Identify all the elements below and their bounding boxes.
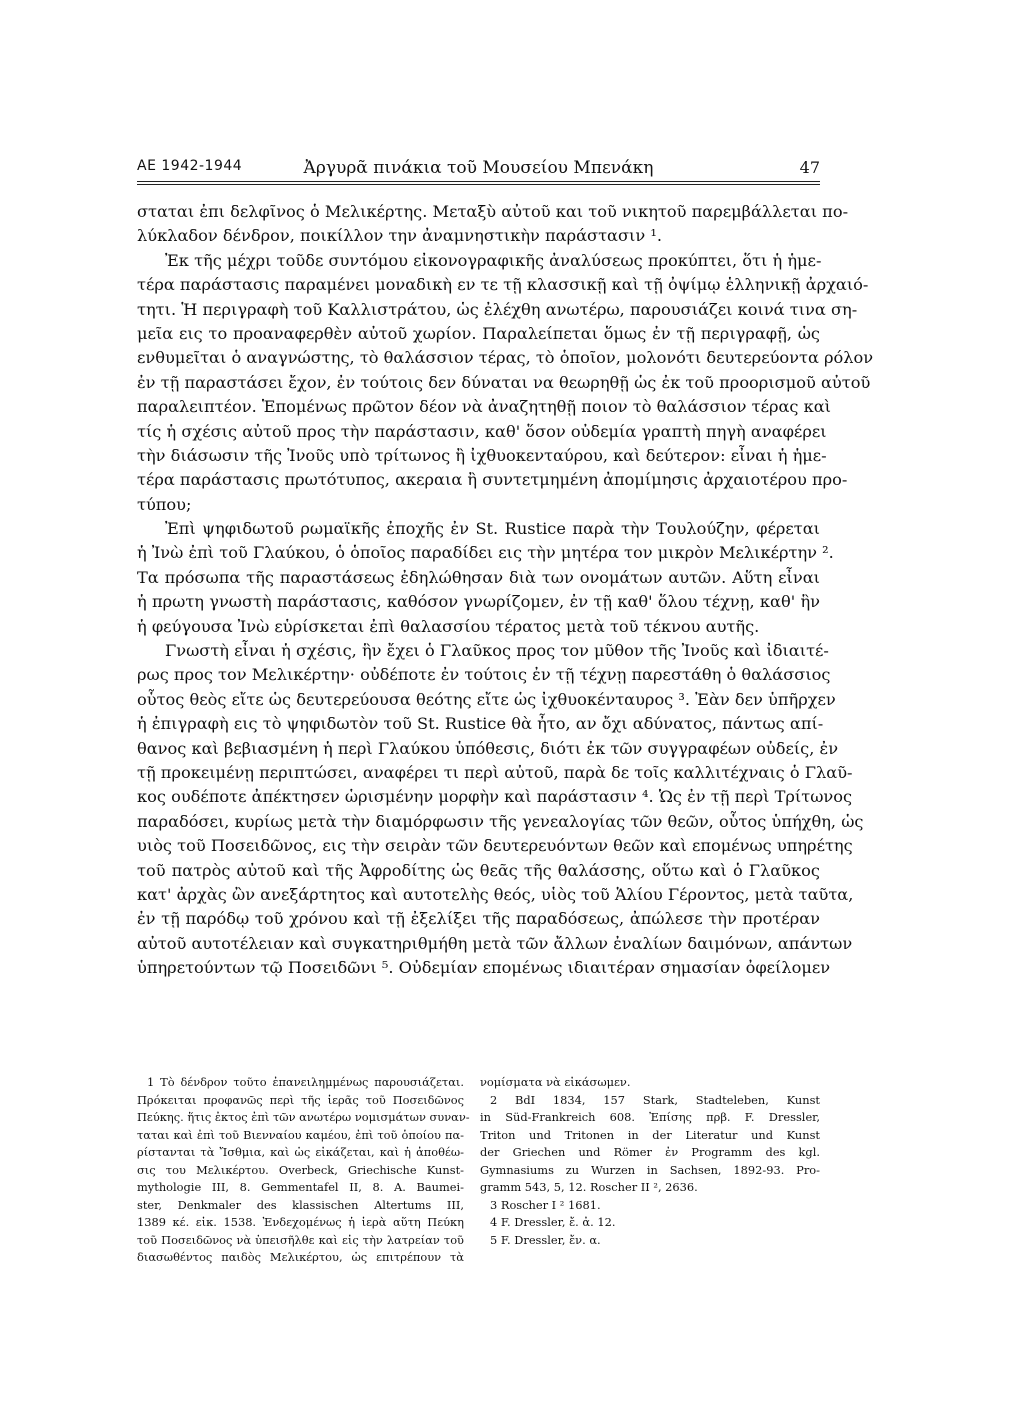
text-line: τίς ἡ σχέσις αὐτοῦ προς τὴν παράστασιν, καθ' ὅσον οὐδεμία γραπτὴ πηγὴ αναφέρει bbox=[137, 421, 827, 441]
text-line: ἐν τῇ παρόδῳ τοῦ χρόνου καὶ τῇ ἐξελίξει τῆς παραδόσεως, ἀπώλεσε τὴν προτέραν bbox=[137, 909, 820, 929]
text-line: θανος καὶ βεβιασμένη ἡ περὶ Γλαύκου ὑπόθεσις, διότι ἐκ τῶν συγγραφέων οὐδείς, ἐν bbox=[137, 738, 839, 758]
footnote-line: Πεύκης. ἥτις ἐκτος ἐπὶ τῶν ανωτέρω νομισμάτων συναν- bbox=[137, 1110, 470, 1124]
text-line: κος ουδέποτε ἀπέκτησεν ὡρισμένην μορφὴν καὶ παράστασιν ⁴. Ὡς ἐν τῇ περὶ Τρίτωνος bbox=[137, 787, 853, 807]
text-line: κατ' ἀρχὰς ὢν ανεξάρτητος καὶ αυτοτελὴς θεός, υἱὸς τοῦ Ἁλίου Γέροντος, μετὰ ταῦτα, bbox=[137, 884, 854, 904]
text-line: ὑπηρετούντων τῷ Ποσειδῶνι ⁵. Οὐδεμίαν επομένως ιδιαιτέραν σημασίαν ὀφείλομεν bbox=[137, 958, 831, 978]
footnote-line: νομίσματα νὰ εἰκάσωμεν. bbox=[480, 1075, 631, 1089]
footnotes-left-column bbox=[137, 1074, 470, 1267]
text-line: τύπου; bbox=[137, 494, 192, 514]
text-line: ἡ Ἰνὼ ἐπὶ τοῦ Γλαύκου, ὁ ὁποῖος παραδίδει εις τὴν μητέρα τον μικρὸν Μελικέρτην ². bbox=[137, 543, 834, 563]
footnote-line: 5 F. Dressler, ἔν. α. bbox=[490, 1232, 601, 1247]
body-text bbox=[137, 200, 874, 981]
running-header bbox=[137, 158, 820, 180]
text-line: τέρα παράστασις παραμένει μοναδικὴ εν τε τῇ κλασσικῇ καὶ τῇ ὀψίμῳ ἑλληνικῇ ἀρχαιό- bbox=[137, 275, 869, 295]
text-line: ενθυμεῖται ὁ αναγνώστης, τὸ θαλάσσιον τέρας, τὸ ὁποῖον, μολονότι δευτερεύοντα ρόλον bbox=[137, 348, 874, 368]
footnote-line: Triton und Tritonen in der Literatur und Kunst bbox=[480, 1127, 820, 1142]
text-line: λύκλαδον δένδρον, ποικίλλον την ἀναμνηστικὴν παράστασιν ¹. bbox=[137, 226, 662, 246]
journal-reference: ΑΕ 1942-1944 bbox=[137, 158, 243, 174]
text-line: σταται ἐπι δελφῖνος ὁ Μελικέρτης. Μεταξὺ αὐτοῦ και τοῦ νικητοῦ παρεμβάλλεται πο- bbox=[137, 202, 849, 221]
footnote-line: 2 BdI 1834, 157 Stark, Stadteleben, Kunst bbox=[490, 1092, 820, 1107]
text-line: τοῦ πατρὸς αὐτοῦ καὶ τῆς Ἀφροδίτης ὡς θεᾶς τῆς θαλάσσης, οὕτω καὶ ὁ Γλαῦκος bbox=[137, 860, 820, 880]
text-line: ἡ ἐπιγραφὴ εις τὸ ψηφιδωτὸν τοῦ St. Rustice θὰ ἦτο, αν ὄχι αδύνατος, πάντως απί- bbox=[137, 714, 824, 734]
footnote-line: ταται καὶ ἐπὶ τοῦ Βιενναίου καμέου, ἐπὶ τοῦ ὁποίου πα- bbox=[137, 1127, 464, 1142]
footnote-line: gramm 543, 5, 12. Roscher II ², 2636. bbox=[480, 1180, 698, 1194]
header-rule-top bbox=[137, 181, 820, 182]
text-line: ἐν τῇ παραστάσει ἔχον, ἐν τούτοις δεν δύναται να θεωρηθῇ ὡς ἐκ τοῦ προορισμοῦ αὐτοῦ bbox=[137, 372, 871, 392]
footnote-line: τοῦ Ποσειδῶνος νὰ ὑπεισῆλθε καὶ εἰς τὴν λατρείαν τοῦ bbox=[137, 1232, 464, 1247]
footnote-line: 1 Τὸ δένδρον τοῦτο ἐπανειλημμένως παρουσιάζεται. bbox=[147, 1075, 464, 1089]
text-line: τὴν διάσωσιν τῆς Ἰνοῦς υπὸ τρίτωνος ἢ ἰχθυοκενταύρου, καὶ δεύτερον: εἶναι ἡ ἡμε- bbox=[137, 445, 827, 465]
footnote-line: ρίστανται τὰ Ἴσθμια, καὶ ὡς εἰκάζεται, καὶ ἡ ἀποθέω- bbox=[137, 1145, 464, 1159]
text-line: τητι. Ἡ περιγραφὴ τοῦ Καλλιστράτου, ὡς ἐλέχθη ανωτέρω, παρουσιάζει κοινά τινα ση- bbox=[137, 299, 858, 319]
text-line: τῇ προκειμένῃ περιπτώσει, αναφέρει τι περὶ αὐτοῦ, παρὰ δε τοῖς καλλιτέχναις ὁ Γλαῦ- bbox=[137, 762, 853, 782]
text-line: τέρα παράστασις πρωτότυπος, ακεραια ἢ συντετμημένη ἀπομίμησις ἀρχαιοτέρου προ- bbox=[137, 470, 848, 490]
footnote-line: σις του Μελικέρτου. Overbeck, Griechische Kunst- bbox=[137, 1162, 464, 1177]
text-line: Γνωστὴ εἶναι ἡ σχέσις, ἣν ἔχει ὁ Γλαῦκος προς τον μῦθον τῆς Ἰνοῦς καὶ ἰδιαιτέ- bbox=[165, 641, 829, 661]
text-line: ἡ φεύγουσα Ἰνὼ εὑρίσκεται ἐπὶ θαλασσίου τέρατος μετὰ τοῦ τέκνου αυτῆς. bbox=[137, 616, 760, 636]
text-line: παραλειπτέον. Ἑπομένως πρῶτον δέον νὰ ἀναζητηθῇ ποιον τὸ θαλάσσιον τέρας καὶ bbox=[137, 397, 832, 417]
text-line: Ἐπὶ ψηφιδωτοῦ ρωμαϊκῆς ἐποχῆς ἐν St. Rustice παρὰ τὴν Τουλούζην, φέρεται bbox=[165, 519, 820, 539]
footnote-line: ster, Denkmaler des klassischen Altertums III, bbox=[137, 1197, 464, 1212]
footnotes-right-column bbox=[480, 1074, 820, 1249]
text-line: μεῖα εις το προαναφερθὲν αὐτοῦ χωρίον. Παραλείπεται ὅμως ἐν τῇ περιγραφῇ, ὡς bbox=[137, 323, 820, 343]
footnote-line: Πρόκειται προφανῶς περὶ τῆς ἱερᾶς τοῦ Ποσειδῶνος bbox=[137, 1092, 464, 1107]
header-rule-bottom bbox=[137, 184, 820, 185]
text-line: υιὸς τοῦ Ποσειδῶνος, εις τὴν σειρὰν τῶν δευτερευόντων θεῶν καὶ επομένως υπηρέτης bbox=[137, 836, 853, 856]
footnote-line: 4 F. Dressler, ἔ. ἀ. 12. bbox=[490, 1215, 616, 1229]
running-title: Ἀργυρᾶ πινάκια τοῦ Μουσείου Μπενάκη bbox=[303, 158, 654, 178]
text-line: αὐτοῦ αυτοτέλειαν καὶ συγκατηριθμήθη μετὰ τῶν ἄλλων ἐναλίων δαιμόνων, απάντων bbox=[137, 933, 853, 953]
footnote-line: 3 Roscher I ² 1681. bbox=[490, 1197, 601, 1212]
text-line: παραδόσει, κυρίως μετὰ τὴν διαμόρφωσιν τῆς γενεαλογίας τῶν θεῶν, οὗτος ὑπήχθη, ὡς bbox=[137, 811, 864, 831]
text-line: Ἐκ τῆς μέχρι τοῦδε συντόμου εἰκονογραφικῆς ἀναλύσεως προκύπτει, ὅτι ἡ ἡμε- bbox=[165, 250, 822, 270]
footnote-line: mythologie III, 8. Gemmentafel II, 8. A. Baumei- bbox=[137, 1180, 464, 1194]
text-line: ἡ πρωτη γνωστὴ παράστασις, καθόσον γνωρίζομεν, ἐν τῇ καθ' ὅλου τέχνῃ, καθ' ἣν bbox=[137, 592, 820, 612]
footnote-line: in Süd-Frankreich 608. Ἐπίσης πρβ. F. Dressler, bbox=[480, 1110, 820, 1124]
text-line: Τα πρόσωπα τῆς παραστάσεως ἐδηλώθησαν διὰ των ονομάτων αυτῶν. Αὕτη εἶναι bbox=[137, 567, 820, 587]
text-line: οὗτος θεὸς εἴτε ὡς δευτερεύουσα θεότης εἴτε ὡς ἰχθυοκένταυρος ³. Ἐὰν δεν ὑπῆρχεν bbox=[137, 689, 836, 709]
footnote-line: Gymnasiums zu Wurzen in Sachsen, 1892-93. Pro- bbox=[480, 1162, 820, 1177]
footnote-line: 1389 κέ. εἰκ. 1538. Ἐνδεχομένως ἡ ἱερὰ αὕτη Πεύκη bbox=[137, 1215, 464, 1229]
footnote-line: der Griechen und Römer ἐν Programm des kgl. bbox=[480, 1145, 820, 1159]
page-number: 47 bbox=[799, 158, 820, 177]
text-line: ρως προς τον Μελικέρτην· οὐδέποτε ἐν τούτοις ἐν τῇ τέχνῃ παρεστάθη ὁ θαλάσσιος bbox=[137, 665, 831, 685]
footnote-line: διασωθέντος παιδὸς Μελικέρτου, ὡς επιτρέπουν τὰ bbox=[137, 1250, 464, 1264]
